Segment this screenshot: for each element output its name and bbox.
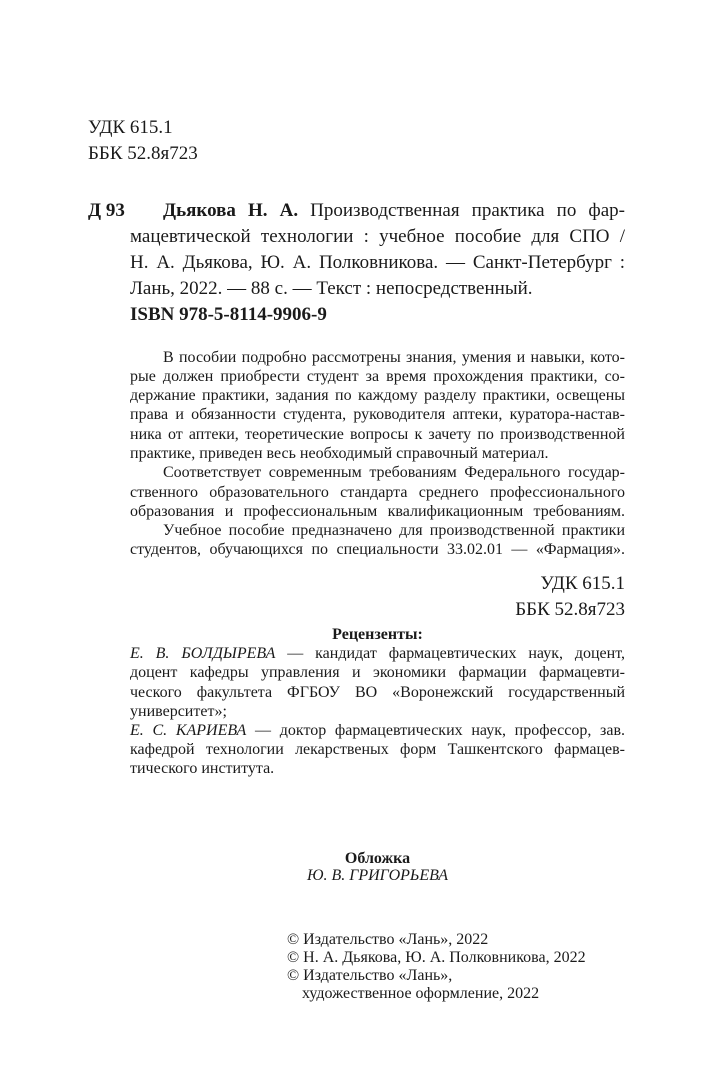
catalog-line: Н. А. Дьякова, Ю. А. Полковникова. — Санкт-Петербург : <box>130 252 625 273</box>
abstract-line: права и обязанности студента, руководителя аптеки, куратора-настав- <box>130 406 625 423</box>
cover-heading: Обложка <box>344 850 411 867</box>
reviewer-line: кафедрой технологии лекарственых форм Ташкентского фармацев- <box>130 741 625 758</box>
abstract-line: студентов, обучающихся по специальности 33.02.01 — «Фармация». <box>130 541 625 558</box>
isbn: ISBN 978-5-8114-9906-9 <box>130 304 327 325</box>
abstract-line: В пособии подробно рассмотрены знания, умения и навыки, кото- <box>163 349 625 366</box>
catalog-line: Лань, 2022. — 88 с. — Текст : непосредственный. <box>130 278 533 299</box>
reviewer-text: — кандидат фармацевтических наук, доцент, <box>275 645 626 662</box>
catalog-line: мацевтической технологии : учебное пособие для СПО / <box>130 226 625 247</box>
copyright-line: © Издательство «Лань», 2022 <box>287 931 489 948</box>
udk-code-bottom: УДК 615.1 <box>540 573 625 594</box>
author-sign: Д 93 <box>88 200 125 221</box>
cover-artist: Ю. В. ГРИГОРЬЕВА <box>306 867 449 884</box>
abstract-line: Учебное пособие предназначено для производственной практики <box>163 522 625 539</box>
bbk-code: ББК 52.8я723 <box>88 143 198 164</box>
reviewer-line: доцент кафедры управления и экономики фармации фармацевти- <box>130 664 625 681</box>
catalog-line <box>163 200 625 222</box>
abstract-line: Соответствует современным требованиям Федерального государ- <box>163 464 625 481</box>
abstract-line: практике, приведен весь необходимый справочный материал. <box>130 445 549 462</box>
copyright-line: художественное оформление, 2022 <box>302 985 540 1002</box>
catalog-author: Дьякова Н. А. <box>163 200 299 221</box>
reviewer-name: Е. В. БОЛДЫРЕВА <box>130 645 276 662</box>
reviewer-line: университет»; <box>130 703 227 720</box>
bbk-code-bottom: ББК 52.8я723 <box>515 599 625 620</box>
abstract-line: образования и профессиональным квалификационным требованиям. <box>130 503 625 520</box>
abstract-line: держание практики, задания по каждому разделу практики, освещены <box>130 387 625 404</box>
abstract-line: рые должен приобрести студент за время прохождения практики, со- <box>130 368 625 385</box>
reviewers-heading: Рецензенты: <box>332 626 423 643</box>
abstract-line: ственного образовательного стандарта среднего профессионального <box>130 484 625 501</box>
abstract-line: ника от аптеки, теоретические вопросы к зачету по производственной <box>130 426 625 443</box>
reviewer-line <box>130 722 625 740</box>
copyright-line: © Н. А. Дьякова, Ю. А. Полковникова, 2022 <box>287 949 586 966</box>
reviewer-name: Е. С. КАРИЕВА <box>130 722 247 739</box>
copyright-line: © Издательство «Лань», <box>287 967 453 984</box>
reviewer-line: тического института. <box>130 760 275 777</box>
reviewer-line: ческого факультета ФГБОУ ВО «Воронежский государственный <box>130 684 625 701</box>
reviewer-line <box>130 645 625 663</box>
udk-code: УДК 615.1 <box>88 117 173 138</box>
catalog-text: Производственная практика по фар- <box>310 200 626 221</box>
reviewer-text: — доктор фармацевтических наук, профессор, зав. <box>246 722 625 739</box>
